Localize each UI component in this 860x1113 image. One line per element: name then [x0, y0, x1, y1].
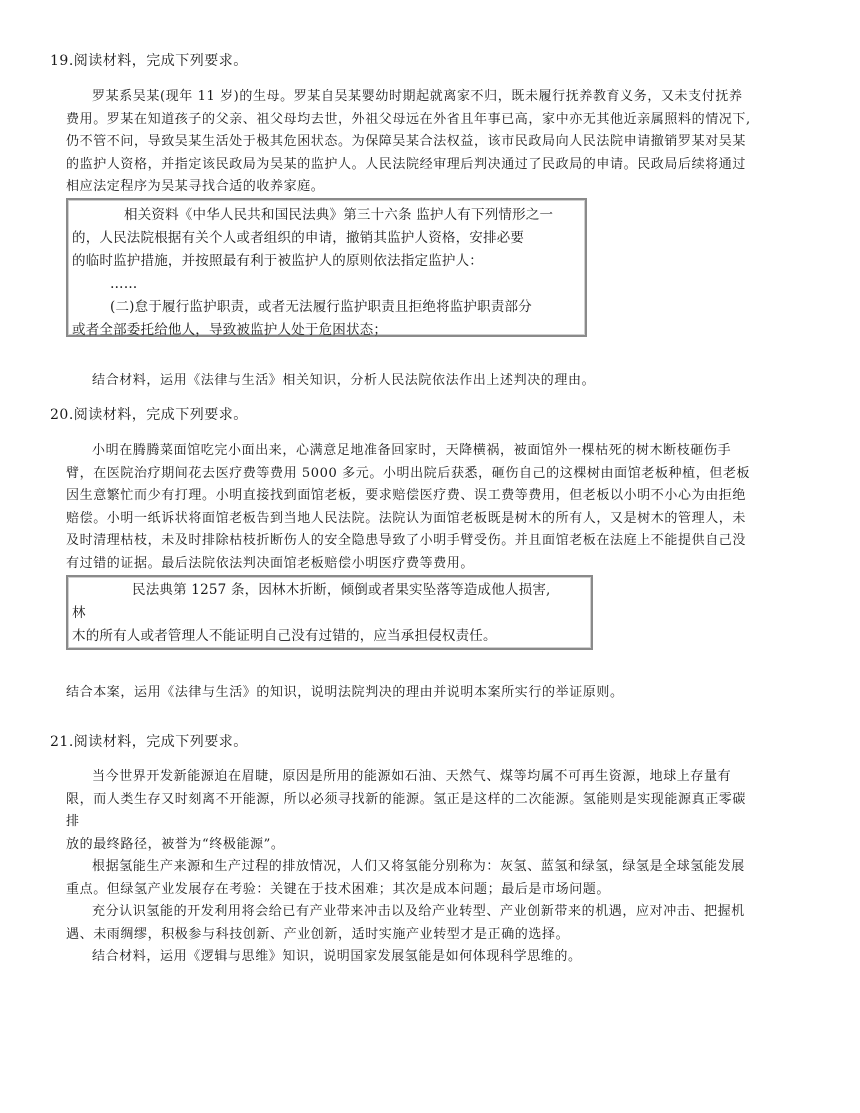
box-line: 或者全部委托给他人，导致被监护人处于危困状态；: [72, 322, 388, 338]
material-line: 限，而人类生存又时刻离不开能源，所以必须寻找新的能源。氢正是这样的二次能源。氢能则是实现能源真正零碳: [66, 791, 747, 807]
material-line: 相应法定程序为吴某寻找合适的收养家庭。: [66, 179, 325, 194]
question-20-material: [66, 440, 826, 575]
question-20-heading: 20.阅读材料，完成下列要求。: [50, 407, 248, 423]
material-line: 有过错的证据。最后法院依法判决面馆老板赔偿小明医疗费等费用。: [66, 555, 475, 571]
material-line: 放的最终路径，被誉为“终极能源”。: [66, 836, 285, 852]
civil-code-article-1257-box: [66, 575, 593, 650]
material-line: 当今世界开发新能源迫在眉睫，原因是所用的能源如石油、天然气、煤等均属不可再生资源，地球上存量有: [92, 769, 732, 784]
box-line: 林: [72, 605, 86, 621]
material-line: 排: [66, 814, 80, 829]
question-19-task: 结合材料，运用《法律与生活》相关知识，分析人民法院依法作出上述判决的理由。: [92, 373, 596, 388]
material-line: 罗某系吴某(现年 11 岁)的生母。罗某自吴某婴幼时期起就离家不归，既未履行抚养教育义务，又未支付抚养: [92, 89, 743, 104]
question-21-material: [66, 766, 826, 969]
box-line: (二)怠于履行监护职责，或者无法履行监护职责且拒绝将监护职责部分: [110, 299, 532, 315]
question-21-heading: 21.阅读材料，完成下列要求。: [50, 734, 248, 750]
material-line: 充分认识氢能的开发利用将会给已有产业带来冲击以及给产业转型、产业创新带来的机遇，应对冲击、把握机: [92, 904, 745, 919]
box-line: 相关资料《中华人民共和国民法典》第三十六条 监护人有下列情形之一: [124, 207, 554, 223]
box-line: 木的所有人或者管理人不能证明自己没有过错的，应当承担侵权责任。: [72, 628, 497, 644]
box-line: ……: [110, 276, 138, 292]
question-19-material: [66, 86, 826, 199]
material-line: 重点。但绿氢产业发展存在考验：关键在于技术困难；其次是成本问题；最后是市场问题。: [66, 881, 611, 897]
question-20-task: 结合本案，运用《法律与生活》的知识，说明法院判决的理由并说明本案所实行的举证原则。: [66, 685, 624, 700]
material-line: 及时清理枯枝，未及时排除枯枝折断伤人的安全隐患导致了小明手臂受伤。并且面馆老板在法庭上不能提供自己没: [66, 533, 747, 548]
question-21-task: 结合材料，运用《逻辑与思维》知识，说明国家发展氢能是如何体现科学思维的。: [92, 949, 582, 964]
civil-code-article-36-box: [66, 198, 587, 337]
material-line: 的监护人资格，并指定该民政局为吴某的监护人。人民法院经审理后判决通过了民政局的申请。民政局后续将通过: [66, 156, 747, 172]
box-line: 民法典第 1257 条，因林木折断，倾倒或者果实坠落等造成他人损害,: [132, 582, 551, 598]
material-line: 赔偿。小明一纸诉状将面馆老板告到当地人民法院。法院认为面馆老板既是树木的所有人，又是树木的管理人，未: [66, 510, 747, 526]
material-line: 费用。罗某在知道孩子的父亲、祖父母均去世，外祖父母远在外省且年事已高，家中亦无其他近亲属照料的情况下,: [66, 111, 751, 127]
material-line: 臂，在医院治疗期间花去医疗费等费用 5000 多元。小明出院后获悉，砸伤自己的这棵树由面馆老板种植，但老板: [66, 465, 751, 481]
material-line: 因生意繁忙而少有打理。小明直接找到面馆老板，要求赔偿医疗费、误工费等费用，但老板以小明不小心为由拒绝: [66, 488, 747, 503]
material-line: 小明在腾腾菜面馆吃完小面出来，心满意足地准备回家时，天降横祸，被面馆外一棵枯死的树木断枝砸伤手: [92, 443, 732, 458]
box-line: 的，人民法院根据有关个人或者组织的申请，撤销其监护人资格，安排必要: [72, 230, 525, 246]
material-line: 遇、未雨绸缪，积极参与科技创新、产业创新，适时实施产业转型才是正确的选择。: [66, 926, 570, 942]
question-19-heading: 19.阅读材料，完成下列要求。: [50, 53, 248, 69]
box-line: 的临时监护措施，并按照最有利于被监护人的原则依法指定监护人：: [72, 253, 483, 269]
material-line: 仍不管不问，导致吴某生活处于极其危困状态。为保障吴某合法权益，该市民政局向人民法院申请撤销罗某对吴某: [66, 134, 747, 149]
material-line: 根据氢能生产来源和生产过程的排放情况，人们又将氢能分别称为：灰氢、蓝氢和绿氢，绿氢是全球氢能发展: [92, 859, 745, 874]
